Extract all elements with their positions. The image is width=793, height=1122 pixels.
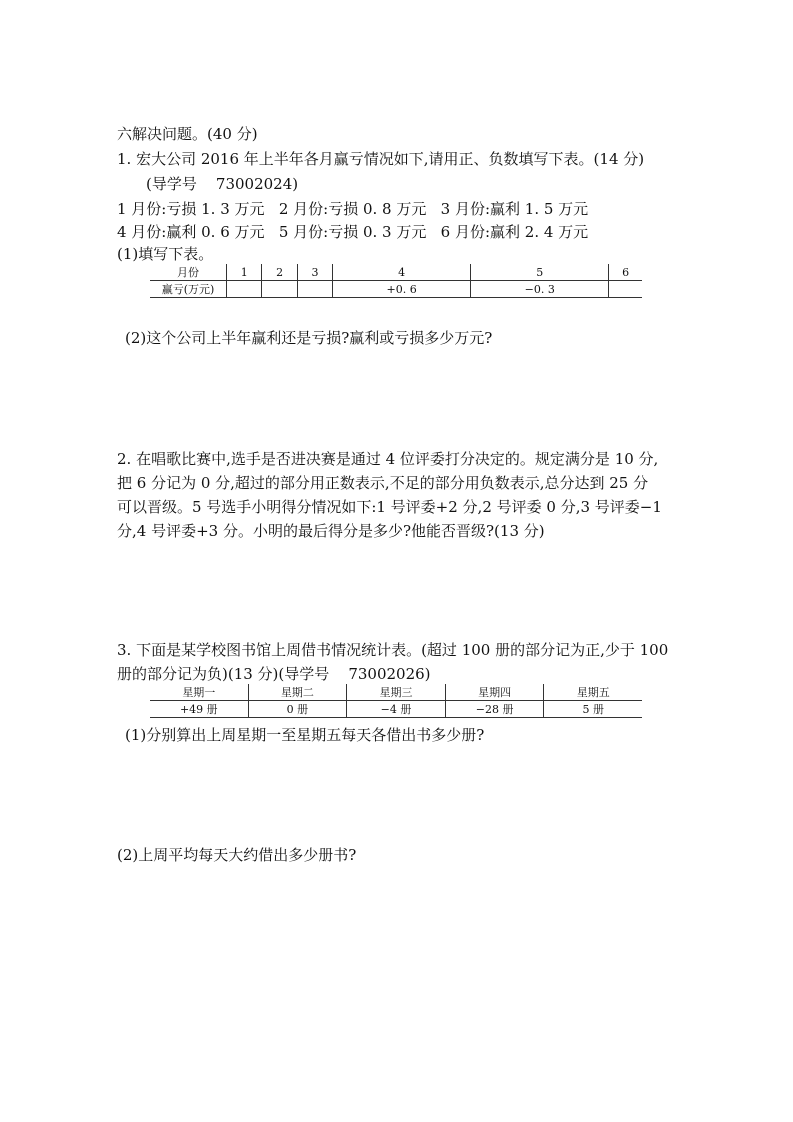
q1-table-cell: +0. 6 (333, 281, 471, 298)
q1-table-row (150, 281, 642, 298)
q1-table-header-cell: 1 (227, 264, 262, 281)
q3-table-header-cell: 星期一 (150, 684, 248, 701)
q1-table-cell (297, 281, 332, 298)
q1-line-2: (导学号 73002024) (146, 175, 299, 193)
q1-table-header-cell: 3 (297, 264, 332, 281)
q3-sub-1: (1)分别算出上周星期一至星期五每天各借出书多少册? (125, 726, 485, 744)
q1-table-cell: 赢亏(万元) (150, 281, 227, 298)
q3-table-header-cell: 星期四 (445, 684, 544, 701)
q3-table-cell: +49 册 (150, 701, 248, 718)
q1-table-header-cell: 月份 (150, 264, 227, 281)
q3-sub-2: (2)上周平均每天大约借出多少册书? (117, 846, 357, 864)
q3-line-2: 册的部分记为负)(13 分)(导学号 73002026) (117, 665, 431, 683)
q1-line-1: 1. 宏大公司 2016 年上半年各月赢亏情况如下,请用正、负数填写下表。(14 分) (117, 150, 645, 168)
q1-table-cell (609, 281, 642, 298)
q1-table (150, 264, 642, 298)
q1-table-header-cell: 4 (333, 264, 471, 281)
q3-table (150, 684, 642, 718)
q1-table-header-cell: 2 (262, 264, 297, 281)
q2-line-3: 可以晋级。5 号选手小明得分情况如下:1 号评委+2 分,2 号评委 0 分,3 号评委−1 (117, 498, 662, 516)
q1-table-cell: −0. 3 (471, 281, 609, 298)
q1-sub-2: (2)这个公司上半年赢利还是亏损?赢利或亏损多少万元? (125, 329, 493, 347)
q3-table-header-cell: 星期二 (248, 684, 347, 701)
q3-table-cell: −4 册 (347, 701, 446, 718)
q3-table-header-cell: 星期五 (544, 684, 642, 701)
section-title: 六解决问题。(40 分) (117, 125, 258, 143)
q3-line-1: 3. 下面是某学校图书馆上周借书情况统计表。(超过 100 册的部分记为正,少于 100 (117, 641, 669, 659)
q1-sub-1: (1)填写下表。 (117, 245, 214, 263)
q3-table-cell: −28 册 (445, 701, 544, 718)
q2-line-2: 把 6 分记为 0 分,超过的部分用正数表示,不足的部分用负数表示,总分达到 25 分 (117, 474, 649, 492)
q3-table-header-row (150, 684, 642, 701)
q1-table-header-cell: 5 (471, 264, 609, 281)
q3-table-header-cell: 星期三 (347, 684, 446, 701)
q3-table-cell: 0 册 (248, 701, 347, 718)
q1-line-4: 4 月份:赢利 0. 6 万元 5 月份:亏损 0. 3 万元 6 月份:赢利 2. 4 万元 (117, 223, 589, 241)
q3-table-row (150, 701, 642, 718)
q2-line-4: 分,4 号评委+3 分。小明的最后得分是多少?他能否晋级?(13 分) (117, 522, 545, 540)
q3-table-cell: 5 册 (544, 701, 642, 718)
q1-table-header-row (150, 264, 642, 281)
q1-table-cell (227, 281, 262, 298)
q1-table-header-cell: 6 (609, 264, 642, 281)
q1-line-3: 1 月份:亏损 1. 3 万元 2 月份:亏损 0. 8 万元 3 月份:赢利 1. 5 万元 (117, 200, 589, 218)
q2-line-1: 2. 在唱歌比赛中,选手是否进决赛是通过 4 位评委打分决定的。规定满分是 10 分, (117, 450, 659, 468)
q1-table-cell (262, 281, 297, 298)
